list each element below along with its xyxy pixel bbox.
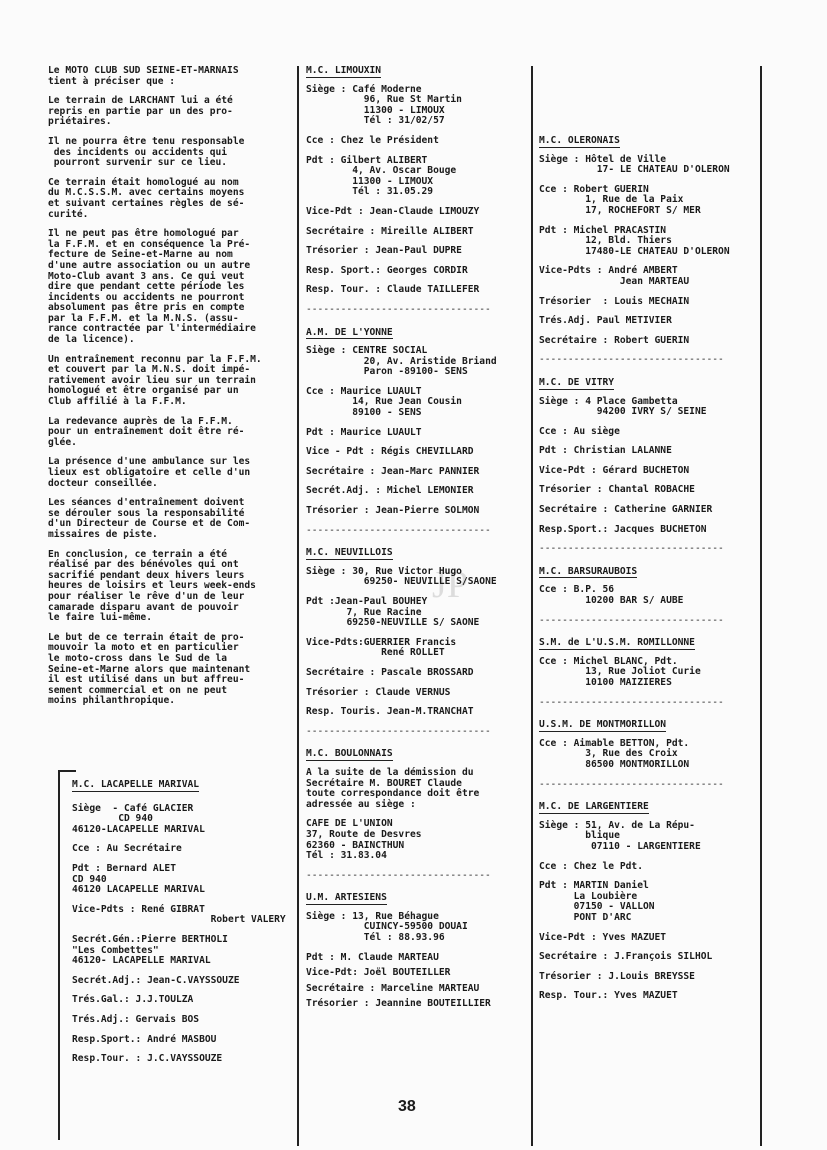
field-value: Yves MAZUET	[602, 931, 667, 943]
field-label: Secrétaire :	[306, 666, 382, 678]
field-label: Resp. Sport.:	[306, 264, 387, 276]
field-label: Secrét.Adj.:	[72, 974, 148, 986]
field-label: Trésorier :	[306, 686, 376, 698]
club-title: M.C. DE LARGENTIERE	[539, 801, 649, 813]
club-title: U.M. ARTESIENS	[306, 892, 387, 904]
paragraph: Le but de ce terrain était de pro- mouvoir la moto et en particulier le moto-cross dans le Sud de la Seine-et-Marne alors que maintenant il est utilisé dans un but affreu- sement commercial et on ne peut moins philanthropique.	[48, 631, 251, 707]
club-field	[306, 207, 528, 218]
field-label: Trésorier :	[539, 484, 609, 496]
field-label: Vice-Pdt :	[539, 464, 603, 476]
clubs-column-right	[539, 136, 761, 1011]
separator: --------------------------------	[539, 779, 724, 790]
club-field	[72, 1054, 262, 1065]
club-field	[539, 485, 761, 496]
club-title: M.C. OLERONAIS	[539, 135, 620, 146]
club-field	[539, 397, 761, 418]
separator: --------------------------------	[539, 355, 724, 366]
paragraph: La présence d'une ambulance sur les lieux est obligatoire et celle d'un docteur conseillée.	[48, 456, 251, 489]
club-field	[539, 657, 761, 689]
field-value: Jean-Paul BOUHEY 7, Rue Racine 69250-NEUVILLE S/ SAONE	[334, 596, 480, 629]
field-value: M. Claude MARTEAU	[340, 951, 439, 963]
separator: --------------------------------	[306, 525, 491, 536]
field-value: Christian LALANNE	[573, 445, 672, 457]
club-field	[539, 933, 761, 944]
field-value: J.Louis BREYSSE	[608, 970, 695, 982]
field-label: Resp.Sport.:	[539, 523, 615, 535]
field-value: A la suite de la démission du Secrétaire M. BOURET Claude toute correspondance doit être adressée au siège :	[306, 766, 480, 810]
field-value: Paul METIVIER	[596, 315, 672, 327]
field-value: Jean-Paul DUPRE	[375, 245, 462, 257]
club-field: Pdt : Bernard ALET CD 940 46120 LACAPELLE MARIVAL	[72, 862, 205, 896]
field-label: Trés.Gal.:	[72, 994, 136, 1006]
field-value: Hôtel de Ville 17- LE CHATEAU D'OLERON	[585, 153, 730, 176]
club-field	[539, 525, 761, 536]
field-value: Jean-C.VAYSSOUZE	[147, 974, 240, 986]
club-field: Secrét.Gén.:Pierre BERTHOLI "Les Combettes" 46120- LACAPELLE MARIVAL	[72, 933, 228, 967]
club-field	[539, 185, 761, 217]
field-label: Vice-Pdt :	[539, 931, 603, 943]
column-divider-left	[297, 66, 299, 1146]
field-value: CENTRE SOCIAL 20, Av. Aristide Briand Paron -89100- SENS	[352, 345, 497, 378]
club-field	[306, 266, 528, 277]
field-label: Cce :	[539, 425, 574, 437]
club-field	[539, 297, 761, 308]
paragraph: Le terrain de LARCHANT lui a été repris en partie par un des pro- priétaires.	[48, 95, 233, 128]
field-value: Chez le Président	[340, 134, 439, 146]
paragraph: Il ne peut pas être homologué par la F.F.M. et en conséquence la Pré- fecture de Seine-et-Marne au nom d'une autre association ou un autre Moto-Club avant 3 ans. Ce qui veut dire que pendant cette période les incidents ou accidents ne pourront absolument pas être pris en compte par la F.F.M. et la M.N.S. (assu- rance contractée par l'intermédiaire de la licence).	[48, 228, 256, 346]
field-label: Secrétaire :	[306, 225, 382, 237]
club-field	[306, 638, 528, 659]
club-field	[72, 844, 262, 855]
field-label: Pdt :	[539, 880, 574, 892]
field-value: Jean-M.TRANCHAT	[386, 706, 474, 718]
club-field	[539, 952, 761, 963]
club-field	[306, 136, 528, 147]
separator: --------------------------------	[306, 304, 491, 315]
field-label: Cce :	[539, 737, 574, 749]
club-field	[306, 912, 528, 944]
club-field	[306, 668, 528, 679]
field-value: Chez le Pdt.	[573, 860, 643, 872]
club-title: M.C. BARSURAUBOIS	[539, 565, 638, 577]
club-field	[539, 972, 761, 983]
lacapelle-content	[72, 779, 286, 1074]
field-value: Régis CHEVILLARD	[381, 446, 474, 458]
field-label: Secrétaire :	[539, 334, 615, 346]
field-label: Vice-Pdt:	[306, 967, 364, 979]
field-value: Jean-Marc PANNIER	[381, 465, 480, 477]
separator: --------------------------------	[306, 870, 491, 881]
paragraph: Un entraînement reconnu par la F.F.M. et couvert par la M.N.S. doit impé- rativement avoir lieu sur un terrain homologué et être organisé par un Club affilié à la F.F.M.	[48, 353, 262, 408]
paragraph: La redevance auprès de la F.F.M. pour un entraînement doit être ré- glée.	[48, 415, 245, 448]
club-field	[306, 688, 528, 699]
field-value: Robert GUERIN	[614, 334, 690, 346]
field-label: Trésorier :	[539, 970, 609, 982]
club-field	[539, 991, 761, 1002]
club-field	[306, 567, 528, 588]
field-label: Trésorier :	[539, 295, 615, 307]
field-label: Cce :	[539, 584, 574, 596]
field-label: Vice-Pdts :	[539, 265, 609, 277]
field-value: Robert GUERIN 1, Rue de la Paix 17, ROCHEFORT S/ MER	[573, 183, 701, 216]
field-value: Gérard BUCHETON	[602, 464, 690, 476]
page-number: 38	[398, 1098, 416, 1115]
field-label: Pdt :	[539, 224, 574, 236]
field-label: Pdt :	[539, 445, 574, 457]
field-label: Pdt :	[306, 951, 341, 963]
field-label: Resp.Tour. :	[72, 1053, 148, 1065]
separator: --------------------------------	[539, 544, 724, 555]
club-field	[306, 85, 528, 127]
field-label: Trésorier :	[306, 505, 376, 517]
club-field	[306, 768, 528, 810]
field-value: Marceline MARTEAU	[381, 982, 480, 994]
club-field	[72, 1015, 262, 1026]
field-label: Vice-Pdts:	[306, 636, 364, 648]
field-label: Siège :	[539, 395, 586, 407]
field-label: Vice - Pdt :	[306, 446, 382, 458]
club-field	[306, 953, 528, 964]
field-value: Jean-Claude LIMOUZY	[369, 205, 480, 217]
intro-column	[48, 66, 280, 716]
club-field	[306, 428, 528, 439]
field-value: 4 Place Gambetta 94200 IVRY S/ SEINE	[585, 395, 707, 418]
field-label: Cce :	[539, 183, 574, 195]
club-field	[306, 819, 528, 861]
club-field	[539, 427, 761, 438]
field-label: Resp.Sport.:	[72, 1033, 148, 1045]
club-title: U.S.M. DE MONTMORILLON	[539, 719, 667, 731]
field-value: Michel LEMONIER	[386, 485, 474, 497]
field-label: Siège :	[306, 565, 353, 577]
field-label: Vice-Pdt :	[306, 205, 370, 217]
club-field	[306, 486, 528, 497]
club-field	[539, 585, 761, 606]
club-title: S.M. de L'U.S.M. ROMILLONNE	[539, 637, 695, 649]
box-left-border	[58, 770, 60, 1140]
club-field	[539, 316, 761, 327]
field-value: René GIBRAT Robert VALERY	[141, 903, 286, 926]
field-label: Siège :	[306, 345, 353, 357]
box-top-border	[58, 770, 76, 772]
field-label: Trésorier :	[306, 245, 376, 257]
field-label: Secrétaire :	[539, 504, 615, 516]
club-field	[539, 881, 761, 923]
field-value: B.P. 56 10200 BAR S/ AUBE	[573, 584, 684, 607]
clubs-column-middle	[306, 66, 528, 1015]
club-field	[306, 506, 528, 517]
field-label: Secrétaire :	[539, 951, 615, 963]
club-field	[306, 156, 528, 198]
field-label: Trés.Adj.	[539, 315, 597, 327]
watermark-logo: JP	[432, 564, 468, 606]
field-value: Maurice LUAULT	[340, 426, 422, 438]
club-field	[72, 1035, 262, 1046]
field-value: 51, Av. de La Répu- blique 07110 - LARGENTIERE	[585, 819, 701, 852]
field-label: Cce :	[539, 860, 574, 872]
club-field	[306, 387, 528, 419]
club-field	[539, 739, 761, 771]
paragraph: En conclusion, ce terrain a été réalisé par des bénévoles qui ont sacrifié pendant deux hivers leurs heures de loisirs et leurs week-ends pour réaliser le rêve d'un de leur camarade disparu avant de pouvoir le faire lui-même.	[48, 548, 256, 624]
field-label: Pdt :	[306, 426, 341, 438]
field-value: Aimable BETTON, Pdt. 3, Rue des Croix 86500 MONTMORILLON	[573, 737, 690, 770]
field-label: Pdt :	[306, 596, 335, 607]
club-field	[539, 821, 761, 853]
club-title: M.C. LIMOUXIN	[306, 65, 382, 76]
field-label: Cce :	[72, 843, 107, 855]
club-field	[539, 505, 761, 516]
field-value: Georges CORDIR	[386, 264, 468, 276]
field-label: Siège :	[306, 83, 353, 95]
club-field: Siège - Café GLACIER CD 940 46120-LACAPELLE MARIVAL	[72, 802, 205, 835]
paragraph: Les séances d'entraînement doivent se dérouler sous la responsabilité d'un Directeur de Course et de Com- missaires de piste.	[48, 497, 251, 540]
club-field	[306, 285, 528, 296]
separator: --------------------------------	[539, 697, 724, 708]
field-value: Jeannine BOUTEILLIER	[375, 998, 491, 1010]
club-field	[72, 903, 286, 926]
field-label: Secrétaire :	[306, 465, 382, 477]
club-title: M.C. LACAPELLE MARIVAL	[72, 779, 200, 790]
club-field	[306, 999, 528, 1010]
paragraph: Il ne pourra être tenu responsable des incidents ou accidents qui pourront survenir sur ce lieu.	[48, 135, 245, 169]
paragraph: Ce terrain était homologué au nom du M.C.S.S.M. avec certains moyens et suivant certaines règles de sé- curité.	[48, 176, 245, 220]
field-value: CAFE DE L'UNION 37, Route de Desvres 62360 - BAINCTHUN Tél : 31.83.04	[306, 818, 422, 862]
field-label: Resp. Tour.:	[539, 990, 615, 1002]
field-value: Café Moderne 96, Rue St Martin 11300 - LIMOUX Tél : 31/02/57	[352, 83, 462, 127]
field-value: Maurice LUAULT 14, Rue Jean Cousin 89100 - SENS	[340, 385, 462, 419]
field-label: Cce :	[539, 655, 574, 667]
club-field	[306, 246, 528, 257]
field-value: Pascale BROSSARD	[381, 666, 474, 678]
club-field	[539, 446, 761, 457]
field-value: Jacques BUCHETON	[614, 523, 707, 535]
field-value: GUERRIER Francis René ROLLET	[363, 636, 457, 659]
paragraph: Le MOTO CLUB SUD SEINE-ET-MARNAIS tient à préciser que :	[48, 65, 239, 87]
separator: --------------------------------	[306, 726, 491, 737]
field-value: J.François SILHOL	[614, 951, 713, 963]
field-value: André MASBOU	[147, 1033, 217, 1045]
club-field	[306, 467, 528, 478]
field-label: Pdt :	[306, 154, 341, 166]
field-value: 30, Rue Victor Hugo 69250- NEUVILLE S/SAONE	[352, 565, 497, 588]
club-field	[306, 227, 528, 238]
club-field	[539, 336, 761, 347]
field-value: Yves MAZUET	[614, 990, 678, 1002]
field-label: Siège :	[539, 819, 586, 831]
field-value: Catherine GARNIER	[614, 504, 713, 516]
field-value: Au siège	[573, 425, 620, 437]
club-title: M.C. BOULONNAIS	[306, 748, 393, 760]
club-field	[306, 968, 528, 979]
field-value: André AMBERT Jean MARTEAU	[608, 265, 690, 287]
field-value: J.C.VAYSSOUZE	[147, 1053, 223, 1065]
field-value: 13, Rue Béhague CUINCY-59500 DOUAI Tél : 88.93.96	[352, 910, 468, 944]
club-field	[72, 995, 262, 1006]
field-value: Chantal ROBACHE	[608, 484, 695, 496]
field-value: Louis MECHAIN	[614, 295, 690, 307]
lacapelle-box	[58, 770, 286, 1140]
field-value: J.J.TOULZA	[135, 994, 194, 1006]
club-field	[539, 466, 761, 477]
field-label: Cce :	[306, 134, 341, 146]
club-field	[306, 597, 528, 629]
field-value: Mireille ALIBERT	[381, 225, 474, 237]
field-value: Gervais BOS	[135, 1013, 200, 1025]
field-value: Michel BLANC, Pdt. 13, Rue Joliot Curie 10100 MAIZIERES	[573, 655, 701, 688]
field-label: Resp. Touris.	[306, 706, 387, 718]
field-value: MARTIN Daniel La Loubière 07150 - VALLON PONT D'ARC	[573, 880, 655, 923]
field-label: Secrétaire :	[306, 982, 382, 994]
club-field	[539, 155, 761, 176]
field-label: Cce :	[306, 385, 341, 397]
field-label: Resp. Tour. :	[306, 284, 387, 296]
club-title: A.M. DE L'YONNE	[306, 326, 393, 338]
field-value: Claude VERNUS	[375, 686, 451, 698]
club-field	[72, 976, 262, 987]
field-label: Trésorier :	[306, 998, 376, 1010]
club-title: M.C. DE VITRY	[539, 376, 615, 388]
field-label: Secrét.Adj. :	[306, 485, 387, 497]
separator: --------------------------------	[539, 615, 724, 626]
club-field	[306, 447, 528, 458]
field-label: Trés.Adj.:	[72, 1013, 136, 1025]
field-value: Michel PRACASTIN 12, Bld. Thiers 17480-LE CHATEAU D'OLERON	[573, 224, 730, 257]
field-label: Siège :	[306, 910, 353, 922]
club-field	[306, 707, 528, 718]
field-value: Claude TAILLEFER	[386, 284, 480, 296]
field-value: Jean-Pierre SOLMON	[375, 505, 480, 517]
club-title: M.C. NEUVILLOIS	[306, 547, 393, 559]
club-field	[306, 984, 528, 995]
column-divider-right	[531, 66, 533, 1146]
field-label: Siège :	[539, 153, 586, 165]
club-field	[539, 266, 761, 287]
field-value: Joël BOUTEILLER	[363, 967, 451, 979]
club-field	[306, 346, 528, 378]
club-field	[539, 862, 761, 873]
field-value: Gilbert ALIBERT 4, Av. Oscar Bouge 11300 - LIMOUX Tél : 31.05.29	[340, 154, 457, 198]
field-label: Vice-Pdts :	[72, 903, 142, 915]
club-field	[539, 226, 761, 258]
field-value: Au Secrétaire	[106, 843, 182, 855]
